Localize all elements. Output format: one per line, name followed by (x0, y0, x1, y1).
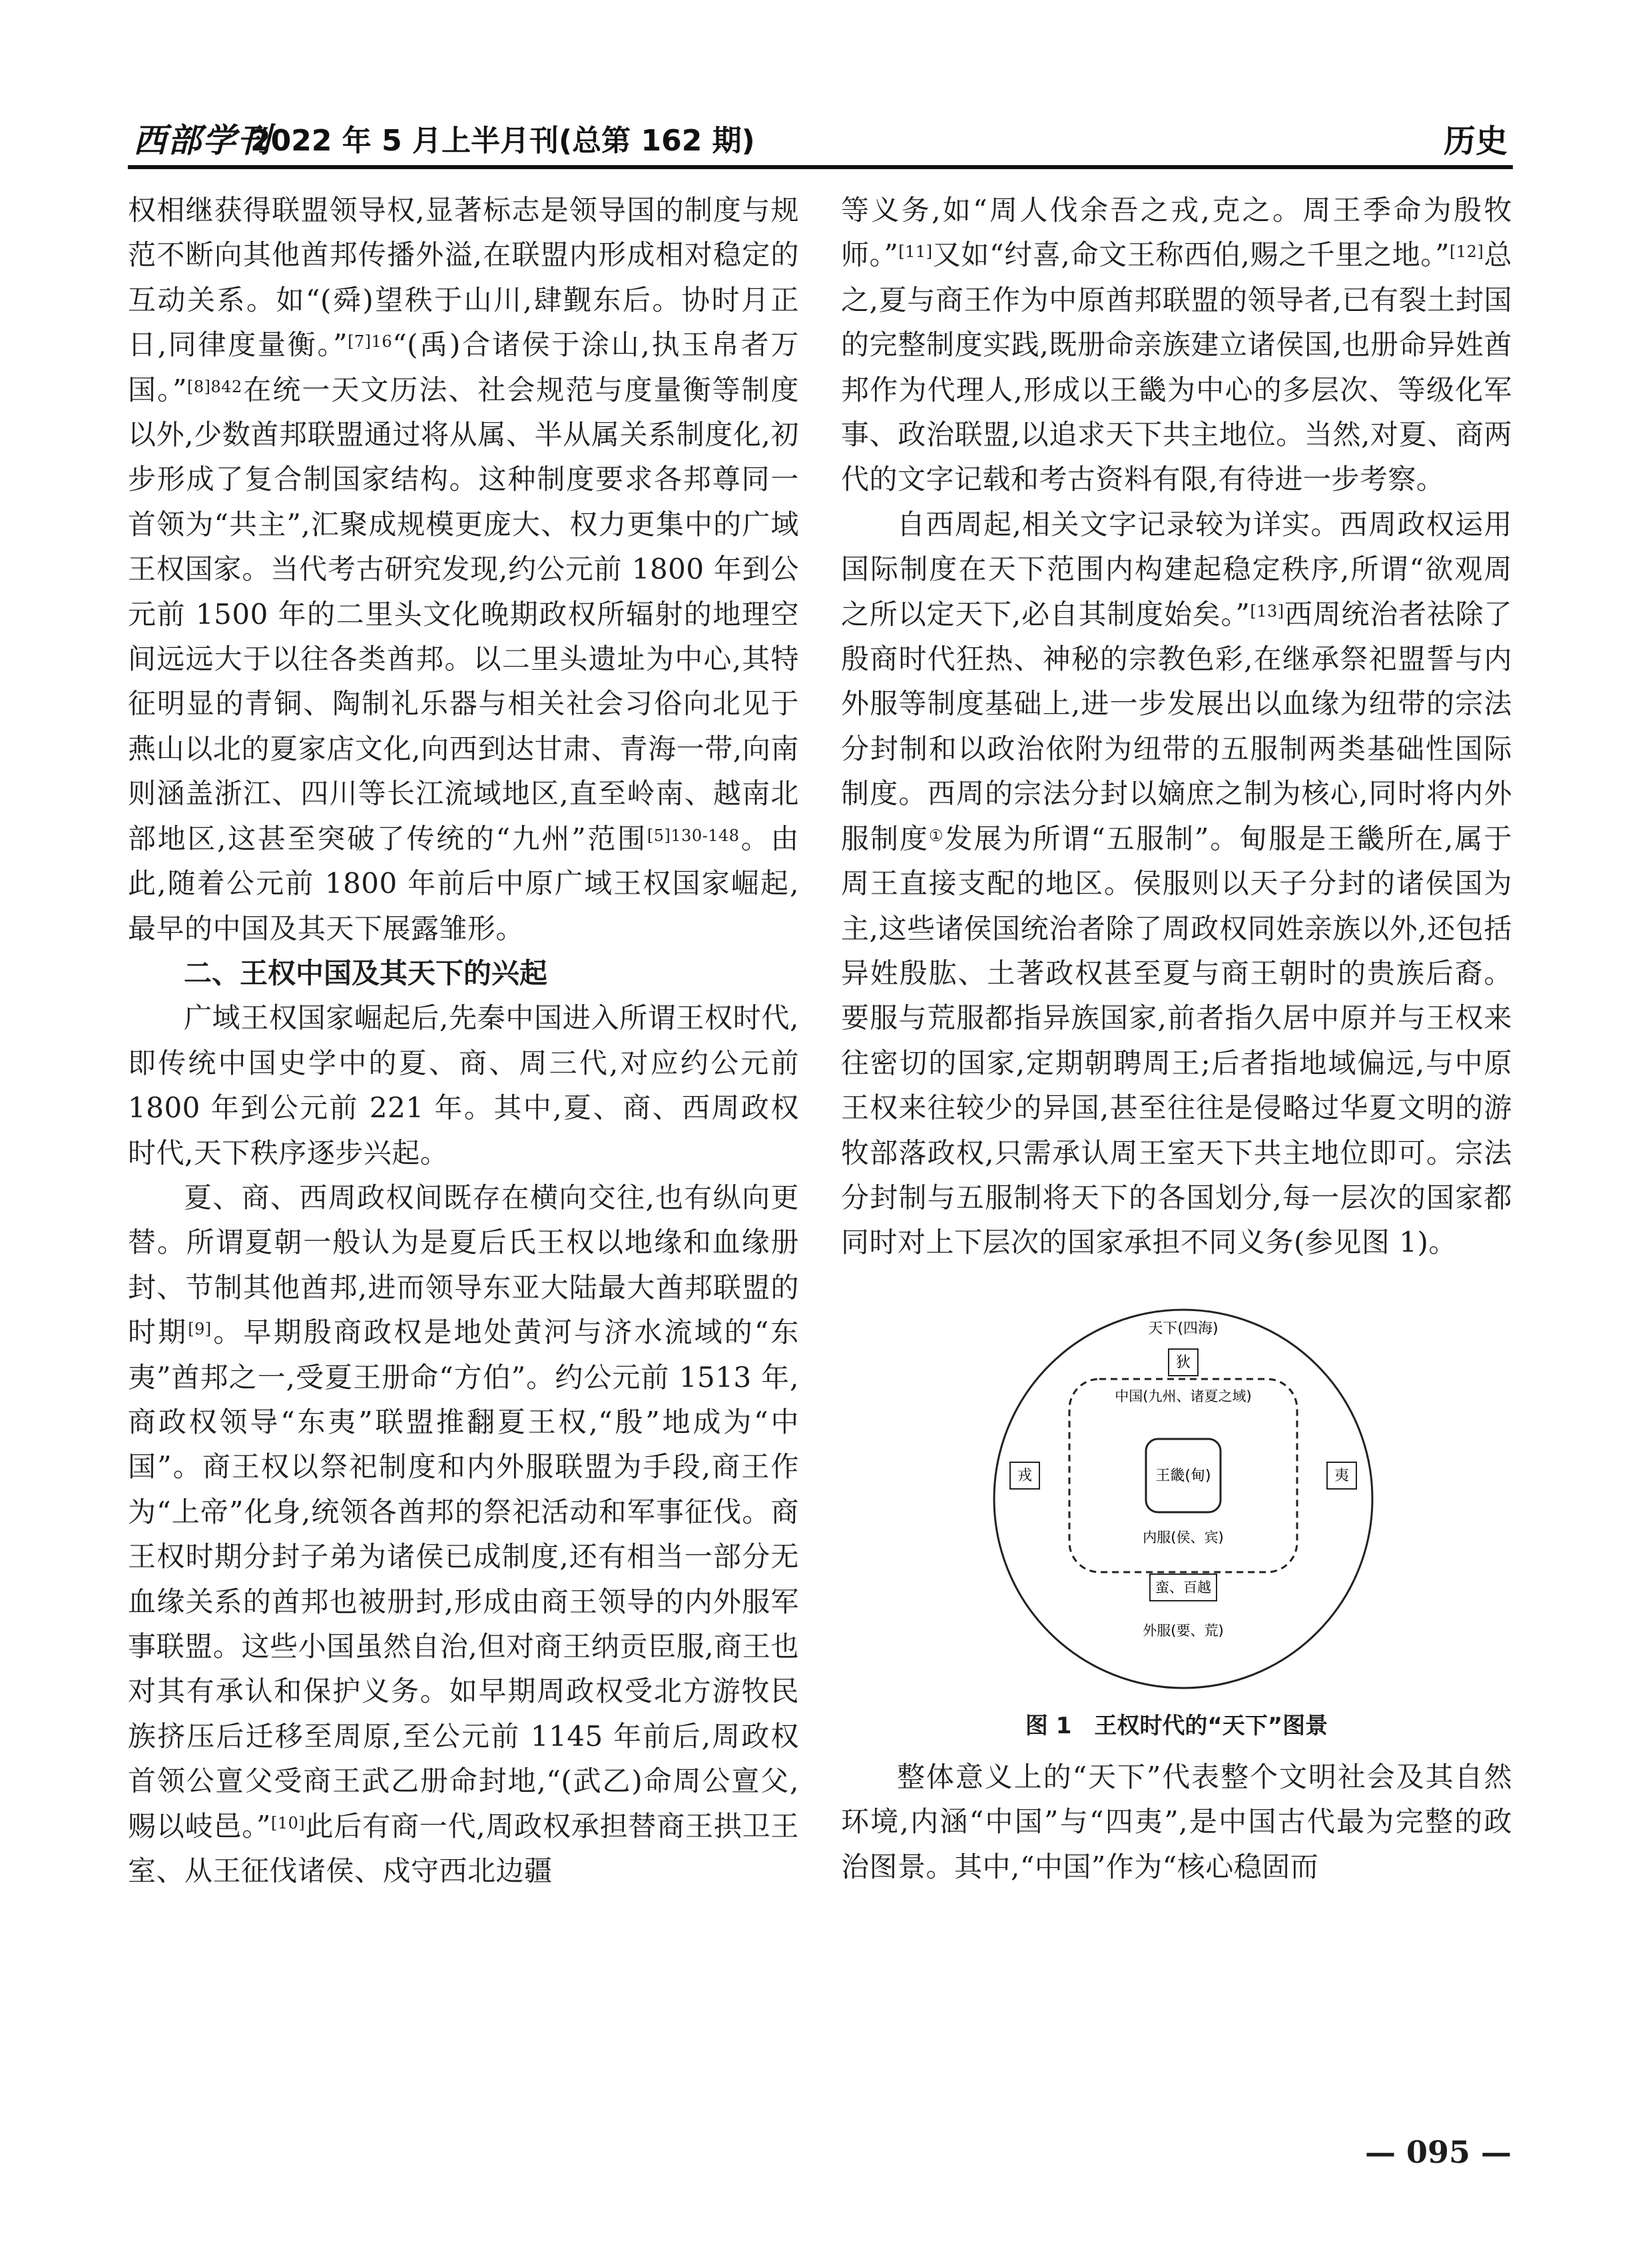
citation-ref: [13] (1250, 601, 1284, 621)
paragraph: 夏、商、西周政权间既存在横向交往,也有纵向更替。所谓夏朝一般认为是夏后氏王权以地缘和血缘册封、节制其他酋邦,进而领导东亚大陆最大酋邦联盟的时期[9]。早期殷商政权是地处黄河与济水流域的“东夷”酋邦之一,受夏王册命“方伯”。约公元前 1513 年,商政权领导“东夷”联盟推翻夏王权,“殷”地成为“中国”。商王权以祭祀制度和内外服联盟为手段,商王作为“上帝”化身,统领各酋邦的祭祀活动和军事征伐。商王权时期分封子弟为诸侯已成制度,还有相当一部分无血缘关系的酋邦也被册封,形成由商王领导的内外服军事联盟。这些小国虽然自治,但对商王纳贡臣服,商王也对其有承认和保护义务。如早期周政权受北方游牧民族挤压后迁移至周原,至公元前 1145 年前后,周政权首领公亶父受商王武乙册命封地,“(武乙)命周公亶父,赐以岐邑。”[10]此后有商一代,周政权承担替商王拱卫王室、从王征伐诸侯、戍守西北边疆 (128, 1181, 799, 1888)
core-label: 王畿(甸) (1155, 1467, 1211, 1484)
section-label: 历史 (1443, 123, 1508, 160)
east-label: 夷 (1334, 1467, 1350, 1484)
inner-service-label: 内服(侯、宾) (1143, 1529, 1224, 1545)
west-label: 戎 (1017, 1467, 1033, 1484)
paragraph: 等义务,如“周人伐余吾之戎,克之。周王季命为殷牧师。”[11]又如“纣喜,命文王称西伯,赐之千里之地。”[12]总之,夏与商王作为中原酋邦联盟的领导者,已有裂土封国的完整制度实践,既册命亲族建立诸侯国,也册命异姓酋邦作为代理人,形成以王畿为中心的多层次、等级化军事、政治联盟,以追求天下共主地位。当然,对夏、商两代的文字记载和考古资料有限,有待进一步考察。 (841, 194, 1512, 496)
citation-ref: [8]842 (187, 377, 242, 396)
middle-label: 中国(九州、诸夏之域) (1115, 1388, 1252, 1404)
journal-logo: 西部学刊 (133, 121, 272, 160)
south-label: 蛮、百越 (1155, 1579, 1211, 1595)
left-column (128, 188, 799, 1893)
page-header (128, 110, 1513, 163)
paragraph: 自西周起,相关文字记录较为详实。西周政权运用国际制度在天下范围内构建起稳定秩序,所谓“欲观周之所以定天下,必自其制度始矣。”[13]西周统治者祛除了殷商时代狂热、神秘的宗教色彩,在继承祭祀盟誓与内外服等制度基础上,进一步发展出以血缘为纽带的宗法分封制和以政治依附为纽带的五服制两类基础性国际制度。西周的宗法分封以嫡庶之制为核心,同时将内外服制度①发展为所谓“五服制”。甸服是王畿所在,属于周王直接支配的地区。侯服则以天子分封的诸侯国为主,这些诸侯国统治者除了周政权同姓亲族以外,还包括异姓殷肱、土著政权甚至夏与商王朝时的贵族后裔。要服与荒服都指异族国家,前者指久居中原并与王权来往密切的国家,定期朝聘周王;后者指地域偏远,与中原王权来往较少的异国,甚至往往是侵略过华夏文明的游牧部落政权,只需承认周王室天下共主地位即可。宗法分封制与五服制将天下的各国划分,每一层次的国家都同时对上下层次的国家承担不同义务(参见图 1)。 (841, 507, 1513, 1259)
figure-caption: 图 1 王权时代的“天下”图景 (1025, 1712, 1328, 1739)
citation-ref: [11] (898, 242, 933, 262)
right-column (841, 188, 1512, 1889)
north-label: 狄 (1175, 1354, 1191, 1371)
outer-label: 天下(四海) (1148, 1320, 1219, 1337)
paragraph: 广域王权国家崛起后,先秦中国进入所谓王权时代,即传统中国史学中的夏、商、周三代,对应约公元前 1800 年到公元前 221 年。其中,夏、商、西周政权时代,天下秩序逐步兴起。 (128, 1001, 799, 1169)
citation-ref: [10] (270, 1813, 306, 1832)
citation-ref: [5]130-148 (647, 826, 740, 845)
tianxia-diagram (841, 1302, 1512, 1695)
header-rule (128, 165, 1513, 169)
outer-service-label: 外服(要、荒) (1143, 1622, 1224, 1639)
issue-info: 2022 年 5 月上半月刊(总第 162 期) (250, 124, 755, 158)
page-number: — 095 — (1365, 2134, 1512, 2170)
paragraph: 权相继获得联盟领导权,显著标志是领导国的制度与规范不断向其他酋邦传播外溢,在联盟内形成相对稳定的互动关系。如“(舜)望秩于山川,肆觐东后。协时月正日,同律度量衡。”$^{[7]16}$“(禹)合诸侯于涂山,执玉帛者万国。”$^{[8]842}$在统一天文历法、社会规范与度量衡等制度以外,少数酋邦联盟通过将从属、半从属关系制度化,初步形成了复合制国家结构。这种制度要求各邦尊同一首领为“共主”,汇聚成规模更庞大、权力更集中的广域王权国家。当代考古研究发现,约公元前 1800 年到公元前 1500 年的二里头文化晚期政权所辐射的地理空间远远大于以往各类酋邦。以二里头遗址为中心,其特征明显的青铜、陶制礼乐器与相关社会习俗向北见于燕山以北的夏家店文化,向西到达甘肃、青海一带,向南则涵盖浙江、四川等长江流域地区,直至岭南、越南北部地区,这甚至突破了传统的“九州”范围$^{[5]130-148}$。由此,随着公元前 1800 年前后中原广域王权国家崛起,最早的中国及其天下展露雏形。 (128, 194, 799, 945)
citation-ref: [9] (188, 1320, 212, 1339)
paragraph: 整体意义上的“天下”代表整个文明社会及其自然环境,内涵“中国”与“四夷”,是中国古代最为完整的政治图景。其中,“中国”作为“核心稳固而 (841, 1760, 1512, 1883)
footnote-marker: ① (928, 826, 945, 845)
section-heading: 二、王权中国及其天下的兴起 (184, 956, 548, 989)
citation-ref: [12] (1450, 242, 1484, 262)
citation-ref: [7]16 (348, 332, 393, 352)
figure-tianxia-diagram (841, 1302, 1512, 1695)
